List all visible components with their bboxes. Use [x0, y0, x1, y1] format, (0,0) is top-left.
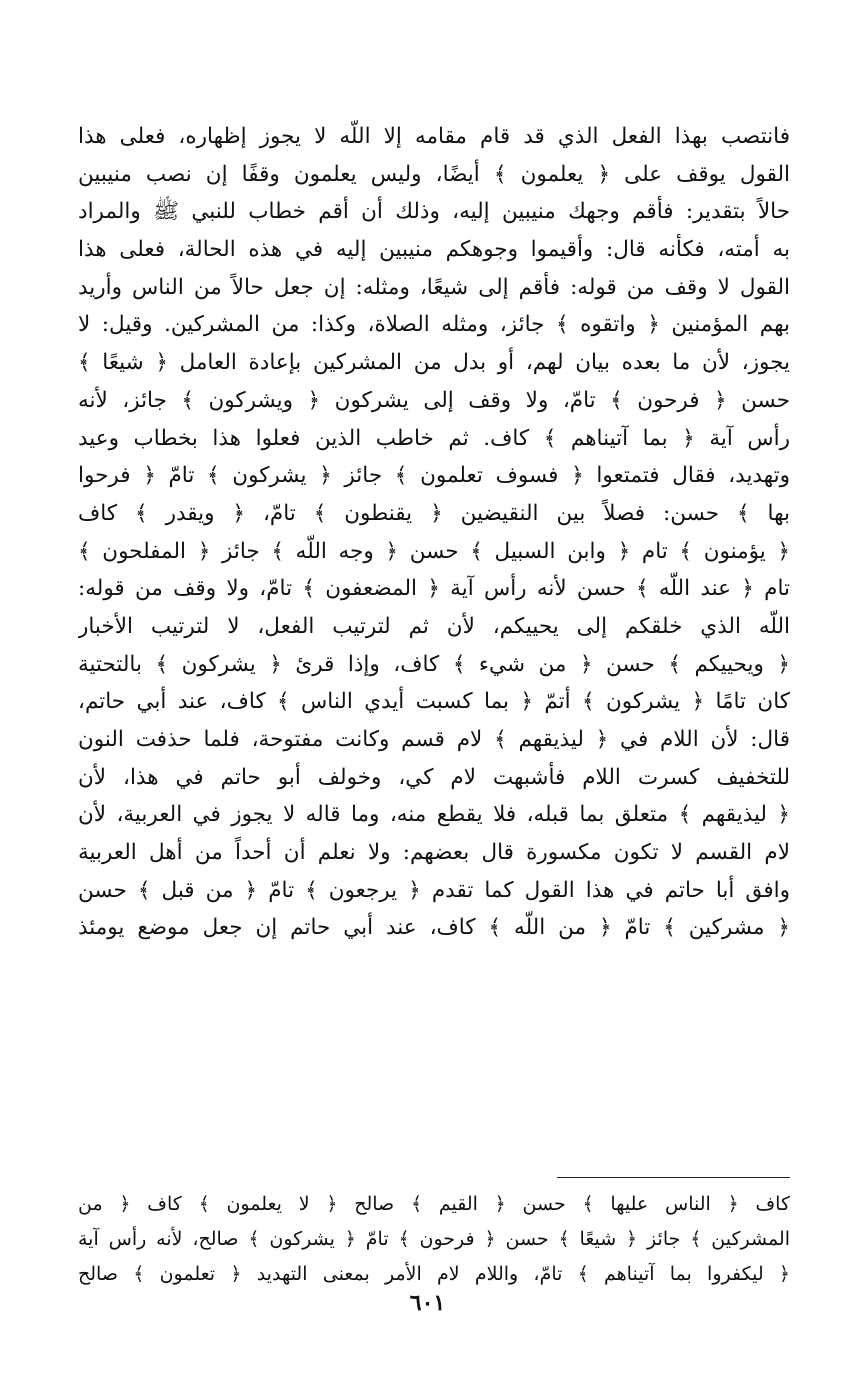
text-line: حالاً بتقدير: فأقم وجهك منيبين إليه، وذلك أن أقم خطاب للنبي ﷺ والمراد: [78, 199, 790, 225]
text-line: القول لا وقف من قوله: فأقم إلى شيعًا، ومثله: إن جعل حالاً من الناس وأريد: [78, 274, 790, 300]
text-line: للتخفيف كسرت اللام فأشبهت لام كي، وخولف أبو حاتم في هذا، لأن: [78, 764, 790, 790]
footnote-separator: [557, 1177, 790, 1178]
footnote-line: كاف ﴿ الناس عليها ﴾ حسن ﴿ القيم ﴾ صالح ﴿ لا يعلمون ﴾ كاف ﴿ من: [78, 1193, 790, 1215]
text-line: قال: لأن اللام في ﴿ ليذيقهم ﴾ لام قسم وكانت مفتوحة، فلما حذفت النون: [78, 727, 790, 752]
text-line: به أمته، فكأنه قال: وأقيموا وجوهكم منيبين إليه في هذه الحالة، فعلى هذا: [78, 237, 790, 263]
text-line: رأس آية ﴿ بما آتيناهم ﴾ كاف. ثم خاطب الذين فعلوا هذا بخطاب وعيد: [78, 425, 790, 451]
text-line: كان تامًا ﴿ يشركون ﴾ أتمّ ﴿ بما كسبت أيدي الناس ﴾ كاف، عند أبي حاتم،: [78, 689, 790, 715]
text-line: وافق أبا حاتم في هذا القول كما تقدم ﴿ يرجعون ﴾ تامّ ﴿ من قبل ﴾ حسن: [78, 877, 790, 903]
text-line: لام القسم لا تكون مكسورة قال بعضهم: ولا نعلم أن أحداً من أهل العربية: [78, 840, 790, 866]
page-number: ٦٠١: [409, 1290, 446, 1316]
text-line: بها ﴾ حسن: فصلاً بين النقيضين ﴿ يقنطون ﴾ تامّ، ﴿ ويقدر ﴾ كاف: [78, 500, 790, 526]
text-line: فانتصب بهذا الفعل الذي قد قام مقامه إلا اللّه لا يجوز إظهاره، فعلى هذا: [78, 124, 790, 149]
footnote-line: المشركين ﴾ جائز ﴿ شيعًا ﴾ حسن ﴿ فرحون ﴾ تامّ ﴿ يشركون ﴾ صالح، لأنه رأس آية: [78, 1228, 790, 1250]
text-line: بهم المؤمنين ﴿ واتقوه ﴾ جائز، ومثله الصلاة، وكذا: من المشركين. وقيل: لا: [78, 312, 790, 338]
text-line: يجوز، لأن ما بعده بيان لهم، أو بدل من المشركين بإعادة العامل ﴿ شيعًا ﴾: [78, 350, 790, 376]
text-line: اللّه الذي خلقكم إلى يحييكم، لأن ثم لترتيب الفعل، لا لترتيب الأخبار: [78, 613, 790, 639]
footnotes: [78, 1187, 790, 1292]
text-line: تام ﴿ عند اللّه ﴾ حسن لأنه رأس آية ﴿ المضعفون ﴾ تامّ، ولا وقف من قوله:: [78, 576, 790, 602]
text-line: ﴿ ويحييكم ﴾ حسن ﴿ من شيء ﴾ كاف، وإذا قرئ ﴿ يشركون ﴾ بالتحتية: [78, 651, 790, 677]
text-line: ﴿ مشركين ﴾ تامّ ﴿ من اللّه ﴾ كاف، عند أبي حاتم إن جعل موضع يومئذ: [78, 915, 790, 941]
main-text: [78, 118, 790, 947]
footnote-line: ﴿ ليكفروا بما آتيناهم ﴾ تامّ، واللام لام الأمر بمعنى التهديد ﴿ تعلمون ﴾ صالح: [78, 1263, 790, 1285]
text-line: حسن ﴿ فرحون ﴾ تامّ، ولا وقف إلى يشركون ﴿ ويشركون ﴾ جائز، لأنه: [78, 387, 790, 413]
text-line: القول يوقف على ﴿ يعلمون ﴾ أيضًا، وليس يعلمون وقفًا إن نصب منيبين: [78, 161, 790, 187]
text-line: وتهديد، فقال فتمتعوا ﴿ فسوف تعلمون ﴾ جائز ﴿ يشركون ﴾ تامّ ﴿ فرحوا: [78, 463, 790, 489]
text-line: ﴿ ليذيقهم ﴾ متعلق بما قبله، فلا يقطع منه، وما قاله لا يجوز في العربية، لأن: [78, 802, 790, 828]
text-line: ﴿ يؤمنون ﴾ تام ﴿ وابن السبيل ﴾ حسن ﴿ وجه اللّه ﴾ جائز ﴿ المفلحون ﴾: [78, 538, 790, 564]
